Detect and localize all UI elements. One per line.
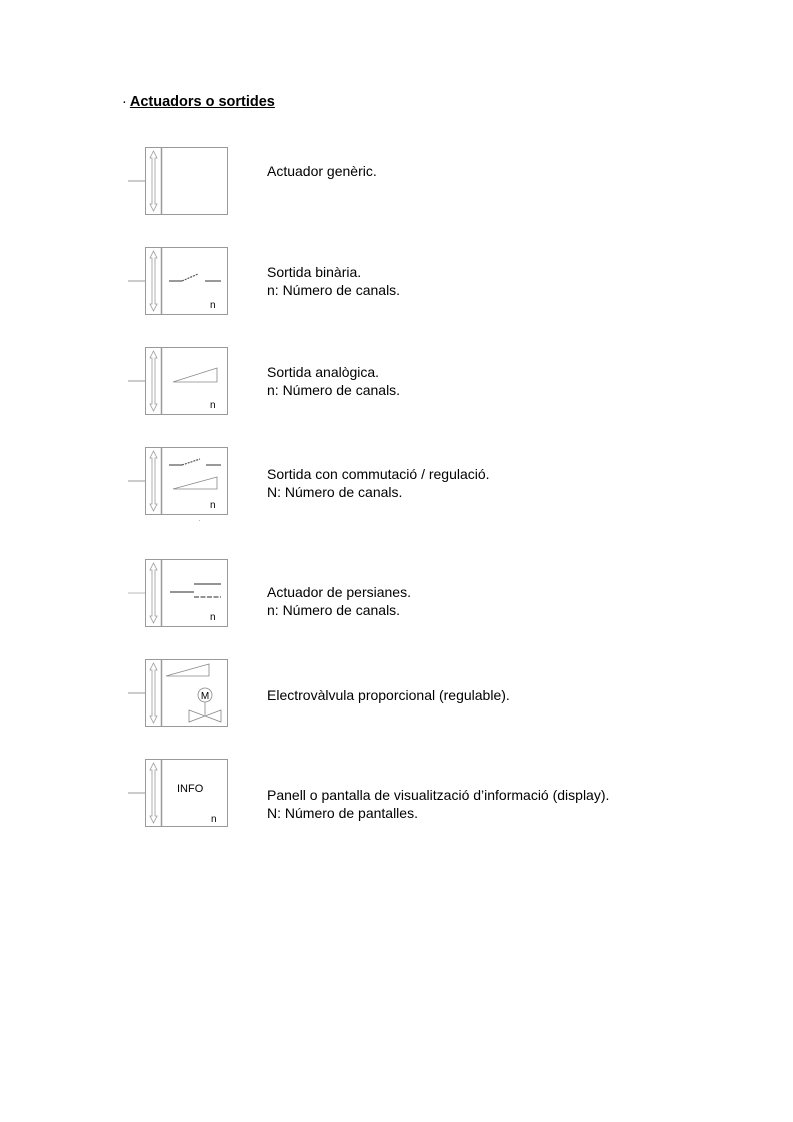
description: Sortida binària. n: Número de canals. bbox=[267, 264, 401, 298]
bidirectional-arrow-icon bbox=[150, 251, 157, 311]
description: Sortida analògica. n: Número de canals. bbox=[267, 364, 401, 398]
blind-contacts-icon bbox=[170, 584, 221, 597]
legend-item-switching-dimming-output bbox=[0, 447, 793, 517]
legend-item-analog-output bbox=[0, 347, 793, 417]
valve-icon bbox=[189, 702, 221, 722]
description: Sortida con commutació / regulació. N: Número de canals. bbox=[267, 466, 490, 500]
section-heading bbox=[122, 94, 275, 110]
n-label: n bbox=[210, 400, 216, 411]
bidirectional-arrow-icon bbox=[150, 663, 157, 723]
heading-bullet: · bbox=[122, 94, 127, 110]
switch-contact-icon bbox=[169, 459, 221, 465]
switch-contact-icon bbox=[169, 274, 221, 281]
n-label: n bbox=[211, 814, 217, 825]
description: Electrovàlvula proporcional (regulable). bbox=[267, 687, 510, 703]
analog-output-symbol bbox=[126, 347, 230, 417]
n-label: n bbox=[210, 300, 216, 311]
bidirectional-arrow-icon bbox=[150, 451, 157, 511]
legend-item-binary-output bbox=[0, 247, 793, 317]
ramp-icon bbox=[166, 664, 209, 676]
legend-item-proportional-valve bbox=[0, 659, 793, 729]
bidirectional-arrow-icon bbox=[150, 563, 157, 623]
description: Panell o pantalla de visualització d’informació (display). N: Número de pantalles. bbox=[267, 787, 610, 821]
ramp-icon bbox=[173, 477, 217, 489]
generic-actuator-symbol bbox=[126, 147, 230, 217]
motor-icon bbox=[198, 688, 212, 702]
legend-item-generic-actuator bbox=[0, 147, 793, 217]
binary-output-symbol bbox=[126, 247, 230, 317]
n-label: n bbox=[210, 612, 216, 623]
bidirectional-arrow-icon bbox=[150, 151, 157, 211]
legend-item-blind-actuator bbox=[0, 559, 793, 629]
bidirectional-arrow-icon bbox=[150, 763, 157, 823]
ramp-icon bbox=[173, 368, 217, 382]
info-display-symbol bbox=[126, 759, 230, 829]
legend-item-info-display bbox=[0, 759, 793, 829]
switching-dimming-output-symbol bbox=[126, 447, 230, 517]
motor-label: M bbox=[200, 691, 210, 702]
description: Actuador de persianes. n: Número de canals. bbox=[267, 584, 411, 618]
section-title: Actuadors o sortides bbox=[129, 94, 275, 110]
info-label: INFO bbox=[177, 783, 204, 795]
blind-actuator-symbol bbox=[126, 559, 230, 629]
proportional-valve-symbol bbox=[126, 659, 230, 729]
description: Actuador genèric. bbox=[267, 163, 377, 179]
n-label: n bbox=[210, 500, 216, 511]
bidirectional-arrow-icon bbox=[150, 351, 157, 411]
